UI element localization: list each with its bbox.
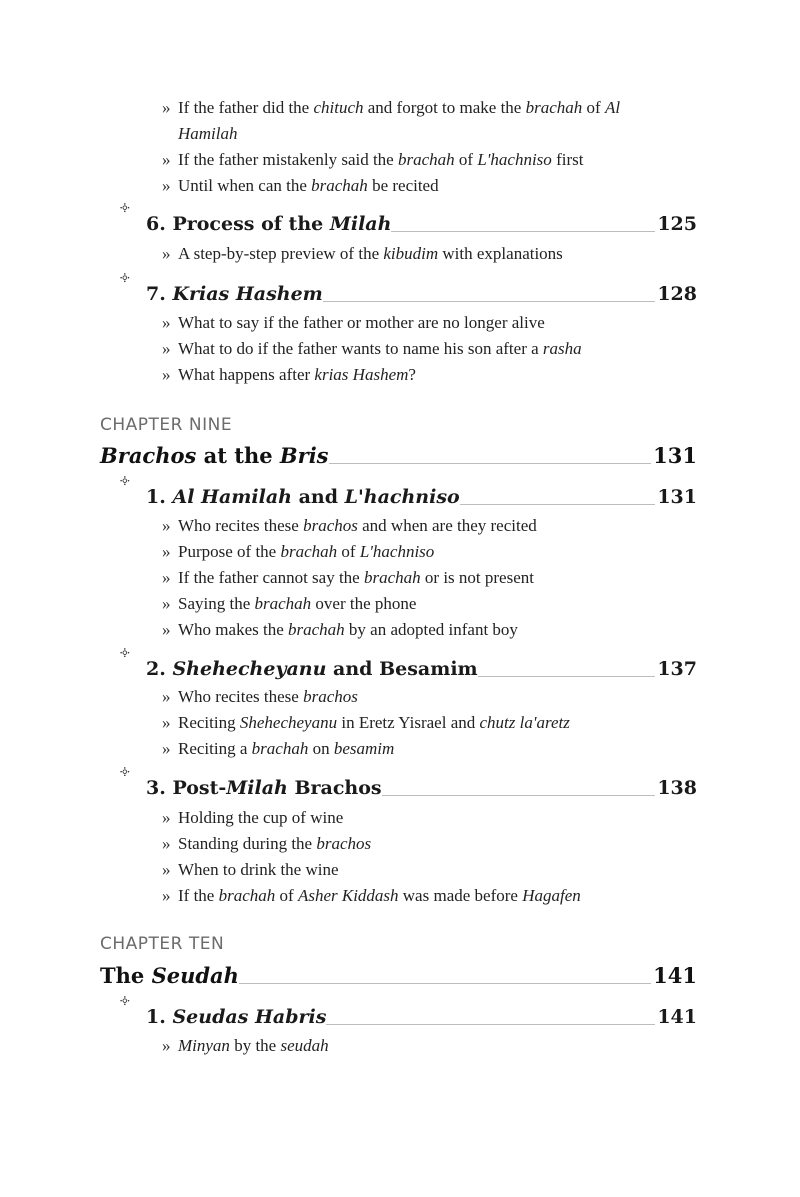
dot-leader bbox=[460, 503, 656, 505]
text-em: Minyan bbox=[178, 1036, 230, 1055]
dot-leader bbox=[329, 462, 652, 464]
text-em: chituch bbox=[313, 98, 364, 117]
text: be recited bbox=[367, 176, 439, 195]
toc-subitem bbox=[162, 805, 692, 831]
section-title bbox=[146, 658, 478, 680]
text-em: Shehecheyanu bbox=[172, 658, 327, 680]
text: of bbox=[275, 886, 298, 905]
bullet-marker: » bbox=[162, 739, 171, 758]
text: When to drink the wine bbox=[178, 860, 339, 879]
text: What to do if the father wants to name his son after a bbox=[178, 339, 543, 358]
text: If the bbox=[178, 886, 219, 905]
page-number: 128 bbox=[657, 283, 697, 305]
text-em: brachah bbox=[254, 594, 312, 613]
section-title bbox=[146, 777, 382, 799]
text: Reciting a bbox=[178, 739, 252, 758]
text-em: Milah bbox=[329, 213, 392, 235]
section-title bbox=[146, 213, 391, 235]
bullet-marker: » bbox=[162, 808, 171, 827]
bullet-marker: » bbox=[162, 365, 171, 384]
text: and when are they recited bbox=[357, 516, 537, 535]
text-em: Al bbox=[604, 98, 621, 117]
toc-subitem bbox=[162, 173, 692, 199]
text-em: brachah bbox=[363, 568, 421, 587]
bullet-marker: » bbox=[162, 860, 171, 879]
toc-subitem bbox=[162, 1033, 692, 1059]
text-em: brachah bbox=[311, 176, 368, 195]
text: Brachos bbox=[287, 777, 382, 799]
text: Holding the cup of wine bbox=[178, 808, 344, 827]
bullet-marker: » bbox=[162, 886, 171, 905]
text: first bbox=[551, 150, 584, 169]
bullet-marker: » bbox=[162, 594, 171, 613]
text: Who recites these bbox=[178, 516, 304, 535]
bullet-marker: » bbox=[162, 339, 171, 358]
text: The bbox=[100, 963, 152, 988]
text: Besamim bbox=[379, 658, 478, 680]
text: of bbox=[337, 542, 360, 561]
text: A step-by-step preview of the bbox=[178, 244, 384, 263]
text: of bbox=[582, 98, 605, 117]
toc-subitem bbox=[162, 336, 692, 362]
toc-subitem bbox=[162, 591, 692, 617]
bullet-marker: » bbox=[162, 516, 171, 535]
text: by the bbox=[229, 1036, 281, 1055]
toc-subitem bbox=[162, 241, 692, 267]
toc-subitem bbox=[162, 539, 692, 565]
page-number: 125 bbox=[657, 213, 697, 235]
toc-subitem bbox=[162, 684, 692, 710]
text: If the father cannot say the bbox=[178, 568, 364, 587]
bullet-marker: » bbox=[162, 687, 171, 706]
text: at the bbox=[196, 443, 280, 468]
toc-section-1[interactable] bbox=[120, 991, 697, 1028]
section-title bbox=[146, 486, 460, 508]
chapter-heading[interactable] bbox=[100, 436, 697, 468]
text: 6. Process of the bbox=[146, 213, 330, 235]
dot-leader bbox=[391, 230, 655, 232]
text: and forgot to make the bbox=[363, 98, 526, 117]
text: in Eretz Yisrael and bbox=[337, 713, 480, 732]
chapter-label: CHAPTER TEN bbox=[100, 934, 225, 954]
text: 2. bbox=[146, 658, 173, 680]
bullet-marker: » bbox=[162, 313, 171, 332]
text-em: Seudas Habris bbox=[172, 1006, 327, 1028]
text-em: brachos bbox=[303, 687, 358, 706]
text-em: Bris bbox=[279, 443, 329, 468]
text: 1. bbox=[146, 1006, 173, 1028]
toc-subitem bbox=[162, 147, 692, 173]
ornament-icon: ༓ bbox=[120, 198, 130, 217]
chapter-label: CHAPTER NINE bbox=[100, 415, 233, 435]
text-em: Brachos bbox=[100, 443, 197, 468]
text-em: Krias Hashem bbox=[172, 283, 323, 305]
text-em: Hamilah bbox=[178, 124, 238, 143]
dot-leader bbox=[239, 982, 651, 984]
ornament-icon: ༓ bbox=[120, 471, 130, 490]
toc-subitem bbox=[162, 362, 692, 388]
bullet-marker: » bbox=[162, 834, 171, 853]
bullet-marker: » bbox=[162, 620, 171, 639]
text: What to say if the father or mother are no longer alive bbox=[178, 313, 545, 332]
text-em: Shehecheyanu bbox=[239, 713, 338, 732]
toc-section-6[interactable] bbox=[120, 198, 697, 235]
toc-subitem bbox=[162, 857, 692, 883]
dot-leader bbox=[382, 794, 656, 796]
bullet-marker: » bbox=[162, 244, 171, 263]
page-number: 141 bbox=[653, 963, 697, 988]
text: If the father mistakenly said the bbox=[178, 150, 398, 169]
bullet-marker: » bbox=[162, 176, 171, 195]
toc-subitem bbox=[162, 831, 692, 857]
text-em: brachos bbox=[303, 516, 358, 535]
section-title bbox=[146, 1006, 326, 1028]
toc-subitem bbox=[162, 736, 692, 762]
text: Who recites these bbox=[178, 687, 304, 706]
text: Who makes the bbox=[178, 620, 288, 639]
text-em: Asher Kiddash bbox=[297, 886, 399, 905]
ornament-icon: ༓ bbox=[120, 762, 130, 781]
text: ? bbox=[408, 365, 416, 384]
toc-section-7[interactable] bbox=[120, 268, 697, 305]
page-number: 131 bbox=[657, 486, 697, 508]
ornament-icon: ༓ bbox=[120, 643, 130, 662]
section-title bbox=[146, 283, 323, 305]
text: on bbox=[308, 739, 334, 758]
toc-subitem bbox=[162, 95, 692, 147]
bullet-marker: » bbox=[162, 98, 171, 117]
toc-subitem bbox=[162, 565, 692, 591]
text-em: brachah bbox=[280, 542, 338, 561]
text-em: L'hachniso bbox=[359, 542, 435, 561]
text: Reciting bbox=[178, 713, 240, 732]
text: and bbox=[291, 486, 345, 508]
text-em: L'hachniso bbox=[344, 486, 460, 508]
text: 3. Post- bbox=[146, 777, 227, 799]
toc-subitem bbox=[162, 617, 692, 643]
text-em: kibudim bbox=[383, 244, 439, 263]
dot-leader bbox=[323, 300, 656, 302]
text: with explanations bbox=[438, 244, 563, 263]
text-em: besamim bbox=[333, 739, 395, 758]
bullet-marker: » bbox=[162, 542, 171, 561]
text-em: brachah bbox=[251, 739, 309, 758]
bullet-marker: » bbox=[162, 568, 171, 587]
text-em: brachah bbox=[218, 886, 276, 905]
ornament-icon: ༓ bbox=[120, 268, 130, 287]
toc-subitem bbox=[162, 513, 692, 539]
toc-subitem bbox=[162, 883, 692, 909]
chapter-heading[interactable] bbox=[100, 956, 697, 988]
text: Standing during the bbox=[178, 834, 317, 853]
bullet-marker: » bbox=[162, 150, 171, 169]
bullet-marker: » bbox=[162, 1036, 171, 1055]
text: of bbox=[454, 150, 478, 169]
text-em: Milah bbox=[226, 777, 288, 799]
text: over the phone bbox=[311, 594, 417, 613]
text-em: Seudah bbox=[151, 963, 239, 988]
text: Purpose of the bbox=[178, 542, 281, 561]
toc-section-3[interactable] bbox=[120, 762, 697, 799]
text-em: seudah bbox=[280, 1036, 329, 1055]
text-em: brachos bbox=[316, 834, 372, 853]
toc-section-2[interactable] bbox=[120, 643, 697, 680]
text-em: chutz la'aretz bbox=[479, 713, 570, 732]
toc-subitem bbox=[162, 310, 692, 336]
page-number: 138 bbox=[657, 777, 697, 799]
text-em: Al Hamilah bbox=[172, 486, 292, 508]
toc-section-1[interactable] bbox=[120, 471, 697, 508]
text-em: brachah bbox=[288, 620, 345, 639]
text-em: L'hachniso bbox=[477, 150, 552, 169]
text: If the father did the bbox=[178, 98, 314, 117]
dot-leader bbox=[326, 1023, 655, 1025]
text-em: Hagafen bbox=[522, 886, 581, 905]
ornament-icon: ༓ bbox=[120, 991, 130, 1010]
page-number: 137 bbox=[657, 658, 697, 680]
text: and bbox=[326, 658, 380, 680]
text: was made before bbox=[398, 886, 523, 905]
bullet-marker: » bbox=[162, 713, 171, 732]
page-number: 141 bbox=[657, 1006, 697, 1028]
page-number: 131 bbox=[653, 443, 697, 468]
text-em: krias Hashem bbox=[314, 365, 409, 384]
text: What happens after bbox=[178, 365, 315, 384]
text: or is not present bbox=[420, 568, 534, 587]
text: 1. bbox=[146, 486, 173, 508]
text-em: brachah bbox=[525, 98, 583, 117]
text: Saying the bbox=[178, 594, 255, 613]
text: 7. bbox=[146, 283, 173, 305]
text-em: rasha bbox=[542, 339, 582, 358]
text: Until when can the bbox=[178, 176, 312, 195]
text-em: brachah bbox=[397, 150, 455, 169]
dot-leader bbox=[478, 675, 656, 677]
toc-subitem bbox=[162, 710, 692, 736]
text: by an adopted infant boy bbox=[344, 620, 518, 639]
